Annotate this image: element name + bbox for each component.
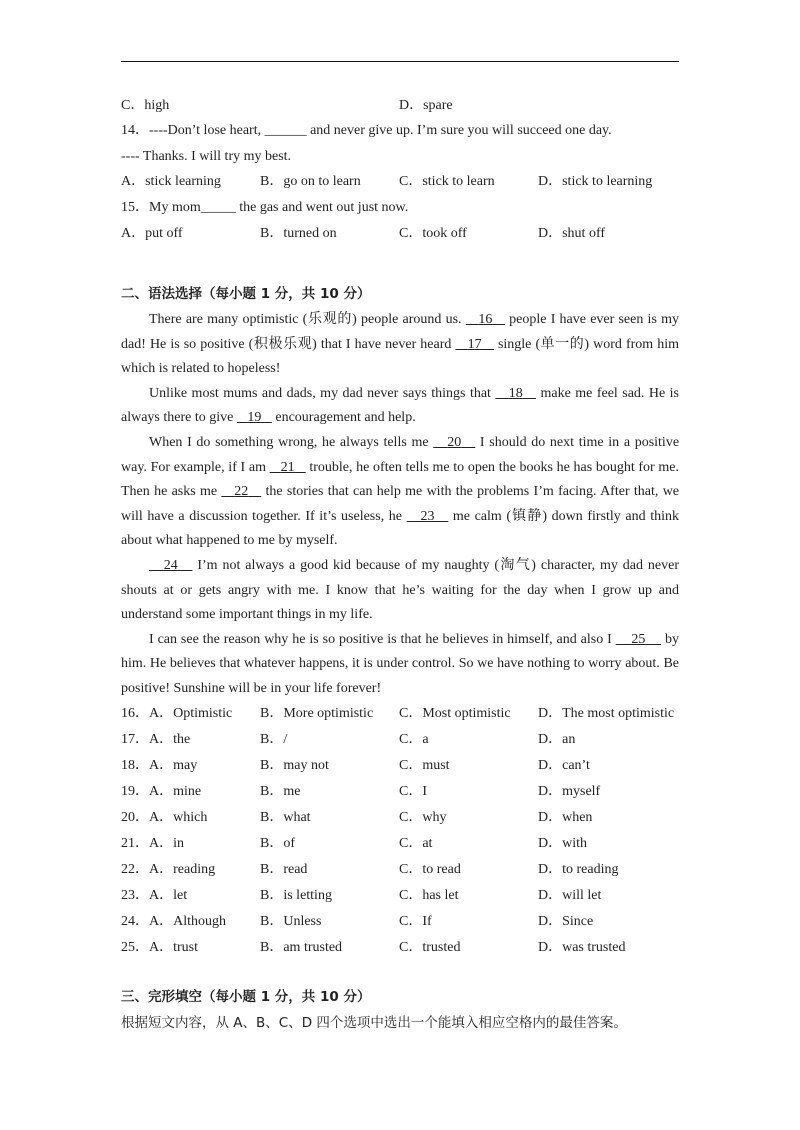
q17-option-d: D．an [538,732,576,747]
passage-paragraph-1: There are many optimistic (乐观的) people around us. 16 people I have ever seen is my dad! He is so positive (积极乐观) that I have never heard 17 single (单一的) word from him which is related to hopeless! [121,312,680,377]
question-row-22: 22．A．reading [121,862,216,877]
q23-option-d: D．will let [538,888,602,903]
q15-option-c: C．took off [399,226,467,241]
question-row-21: 21．A．in [121,836,184,851]
q15-option-a: A．put off [121,226,183,241]
q18-option-c: C．must [399,758,450,773]
q25-option-d: D．was trusted [538,940,626,955]
q24-option-d: D．Since [538,914,594,929]
question-row-24: 24．A．Although [121,914,226,929]
q14-option-c: C．stick to learn [399,174,495,189]
q21-option-b: B．of [260,836,295,851]
passage-paragraph-2: Unlike most mums and dads, my dad never says things that 18 make me feel sad. He is always there to give 19 encouragement and help. [121,385,679,426]
q23-option-c: C．has let [399,888,459,903]
q21-option-d: D．with [538,836,587,851]
q15-option-b: B．turned on [260,226,337,241]
q25-option-b: B．am trusted [260,940,343,955]
q22-option-c: C．to read [399,862,461,877]
q25-option-c: C．trusted [399,940,461,955]
q20-option-d: D．when [538,810,593,825]
passage-paragraph-4: 24 I’m not always a good kid because of my naughty (淘气) character, my dad never shouts at or gets angry with me. I know that he’s waiting for the day when I grow up and understand some important things in my life. [121,557,679,623]
q16-option-c: C．Most optimistic [399,706,511,721]
q22-option-d: D．to reading [538,862,619,877]
q20-option-b: B．what [260,810,311,825]
passage-paragraph-5: I can see the reason why he is so positive is that he believes in himself, and also I 25 by him. He believes that whatever happens, it is under control. So we have nothing to worry about. Be positive! Sunshine will be in your life forever! [121,631,680,696]
blank-21: 21 [280,459,295,475]
q14-option-b: B．go on to learn [260,174,361,189]
header-rule [121,61,679,62]
q18-option-d: D．can’t [538,758,590,773]
q14-option-d: D．stick to learning [538,174,653,189]
question-row-18: 18．A．may [121,758,198,773]
blank-16: 16 [478,312,493,327]
blank-24: 24 [163,557,178,573]
section3-instruction: 根据短文内容，从 A、B、C、D 四个选项中选出一个能填入相应空格内的最佳答案。 [121,1015,627,1031]
q14-reply: ---- Thanks. I will try my best. [121,149,292,164]
q13-option-c: C．high [121,98,170,113]
blank-23: 23 [420,508,435,524]
q21-option-c: C．at [399,836,433,851]
section2-heading: 二、语法选择（每小题 1 分，共 10 分） [121,286,371,302]
q13-option-d: D．spare [399,98,453,113]
q24-option-b: B．Unless [260,914,322,929]
q15-option-d: D．shut off [538,226,606,241]
q22-option-b: B．read [260,862,308,877]
q19-option-b: B．me [260,784,301,799]
q17-option-c: C．a [399,732,429,747]
q23-option-b: B．is letting [260,888,332,903]
q15-stem: 15．My mom_____ the gas and went out just now. [121,200,409,215]
question-row-16: 16．A．Optimistic [121,706,233,721]
question-row-20: 20．A．which [121,810,208,825]
blank-17: 17 [467,336,482,352]
passage-paragraph-3: When I do something wrong, he always tells me 20 I should do next time in a positive way. For example, if I am 21 trouble, he often tells me to open the books he has bought for me. Then he asks me 22 the stories that can help me with the problems I’m facing. After that, we will have a discussion together. If it’s useless, he 23 me calm (镇静) down firstly and think about what happened to me by myself. [121,434,680,549]
blank-20: 20 [447,434,462,450]
q19-option-c: C．I [399,784,427,799]
q14-option-a: A．stick learning [121,174,221,189]
question-row-17: 17．A．the [121,732,191,747]
question-row-25: 25．A．trust [121,940,198,955]
question-row-23: 23．A．let [121,888,188,903]
blank-25: 25 [631,631,646,647]
q16-option-b: B．More optimistic [260,706,374,721]
q20-option-c: C．why [399,810,447,825]
q14-stem: 14．----Don’t lose heart, ______ and never give up. I’m sure you will succeed one day. [121,123,612,138]
q17-option-b: B．/ [260,732,288,747]
section3-heading: 三、完形填空（每小题 1 分，共 10 分） [121,989,371,1005]
blank-18: 18 [508,385,523,401]
q18-option-b: B．may not [260,758,329,773]
blank-19: 19 [247,410,262,426]
q24-option-c: C．If [399,914,432,929]
question-row-19: 19．A．mine [121,784,202,799]
blank-22: 22 [234,484,249,500]
grammar-passage [121,308,679,702]
q19-option-d: D．myself [538,784,601,799]
q16-option-d: D．The most optimistic [538,706,675,721]
